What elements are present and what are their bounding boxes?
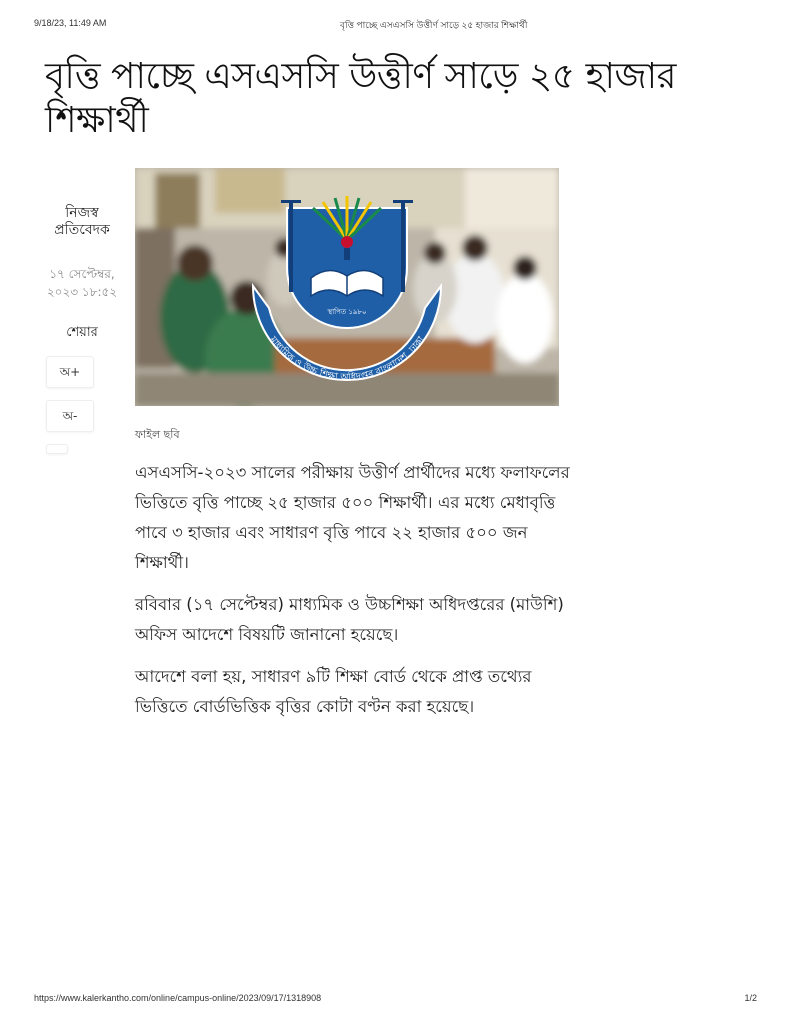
author-name[interactable]: নিজস্ব প্রতিবেদক [54, 205, 110, 238]
page-url[interactable]: https://www.kalerkantho.com/online/campus-online/2023/09/17/1318908 [34, 993, 322, 1003]
font-decrease-button[interactable]: অ- [46, 400, 94, 432]
print-page-title: বৃত্তি পাচ্ছে এসএসসি উত্তীর্ণ সাড়ে ২৫ হাজার শিক্ষার্থী [340, 20, 528, 30]
classroom-photo-with-logo [135, 168, 559, 406]
font-reset-button[interactable] [46, 444, 68, 454]
publish-date: ১৭ সেপ্টেম্বর, ২০২৩ ১৮:৫২ [46, 267, 118, 299]
font-increase-button[interactable]: অ+ [46, 356, 94, 388]
article-meta-sidebar [36, 205, 128, 454]
image-caption: ফাইল ছবি [135, 428, 180, 441]
logo-year-text: স্থাপিত ১৯৮০ [327, 308, 367, 316]
page-number: 1/2 [744, 993, 757, 1003]
article-paragraph: রবিবার (১৭ সেপ্টেম্বর) মাধ্যমিক ও উচ্চশিক্ষা অধিদপ্তরের (মাউশি) অফিস আদেশে বিষয়টি জানানো হয়েছে। [135, 595, 564, 644]
print-header [34, 18, 757, 32]
article-headline: বৃত্তি পাচ্ছে এসএসসি উত্তীর্ণ সাড়ে ২৫ হাজার শিক্ষার্থী [45, 56, 676, 141]
share-label: শেয়ার [66, 325, 98, 340]
logo-arc-text: মাধ্যমিক ও উচ্চ শিক্ষা অধিদপ্তর বাংলাদেশ, ঢাকা [267, 334, 427, 384]
article-body [135, 458, 575, 734]
article-paragraph: আদেশে বলা হয়, সাধারণ ৯টি শিক্ষা বোর্ড থেকে প্রাপ্ত তথ্যের ভিত্তিতে বোর্ডভিত্তিক বৃত্তির কোটা বণ্টন করা হয়েছে। [135, 667, 532, 716]
print-datetime: 9/18/23, 11:49 AM [34, 18, 107, 28]
article-paragraph: এসএসসি-২০২৩ সালের পরীক্ষায় উত্তীর্ণ প্রার্থীদের মধ্যে ফলাফলের ভিত্তিতে বৃত্তি পাচ্ছে ২৫ হাজার ৫০০ শিক্ষার্থী। এর মধ্যে মেধাবৃত্তি পাবে ৩ হাজার এবং সাধারণ বৃত্তি পাবে ২২ হাজার ৫০০ জন শিক্ষার্থী। [135, 463, 570, 572]
print-footer [34, 993, 757, 1005]
article-photo [135, 168, 559, 406]
